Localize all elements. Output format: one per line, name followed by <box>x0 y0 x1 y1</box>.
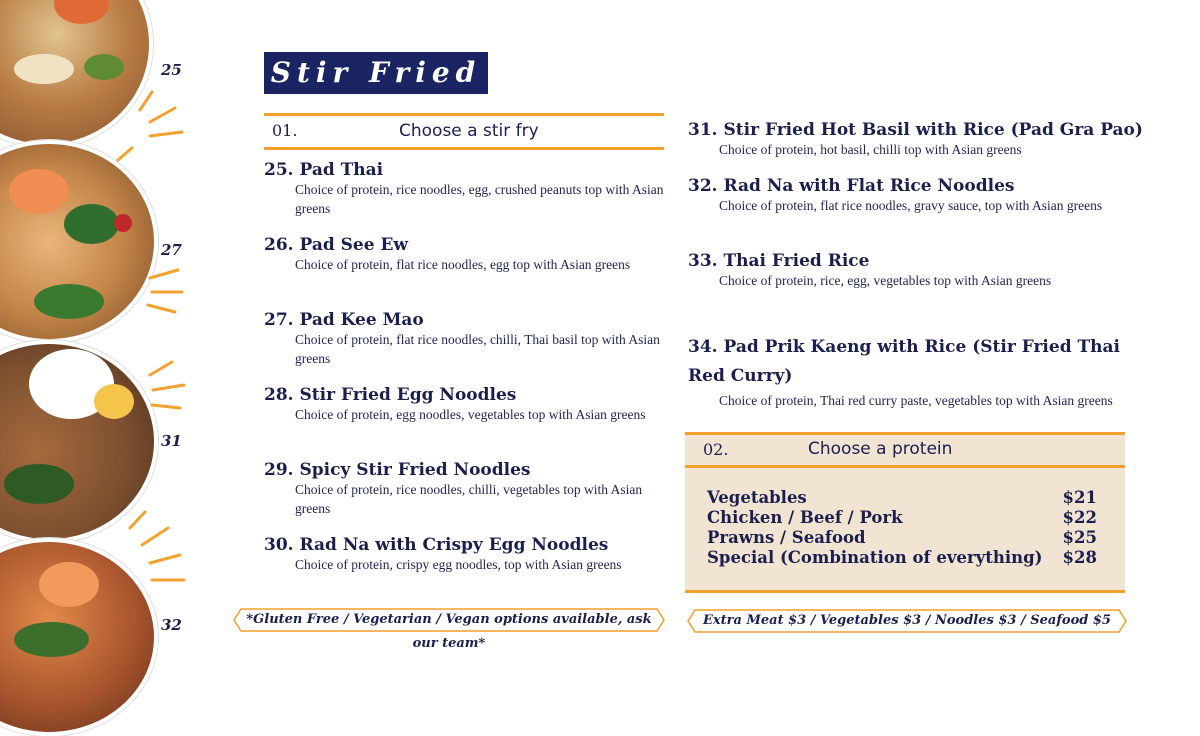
menu-item-33 <box>688 251 1128 290</box>
step-1-bar <box>264 113 664 150</box>
photo-number-25: 25 <box>161 61 182 79</box>
protein-row <box>707 548 1097 567</box>
menu-item-title: 25. Pad Thai <box>264 160 384 180</box>
step-2-label: Choose a protein <box>808 439 953 459</box>
protein-name: Special (Combination of everything) <box>707 548 1043 567</box>
photo-number-27: 27 <box>161 241 182 259</box>
extras-note <box>687 609 1127 633</box>
protein-price: $25 <box>1062 528 1097 547</box>
protein-row <box>707 528 1097 547</box>
menu-item-description: Choice of protein, crispy egg noodles, top with Asian greens <box>295 557 622 572</box>
menu-item-description: Choice of protein, flat rice noodles, chilli, Thai basil top with Asian greens <box>295 332 660 366</box>
protein-row <box>707 508 1097 527</box>
step-1-label: Choose a stir fry <box>399 121 539 141</box>
page-title: Stir Fried <box>264 52 488 94</box>
protein-name: Vegetables <box>707 488 807 507</box>
menu-item-26 <box>264 235 664 274</box>
protein-price: $28 <box>1062 548 1097 567</box>
step-1-number: 01. <box>272 121 298 140</box>
menu-item-description: Choice of protein, hot basil, chilli top with Asian greens <box>719 142 1022 157</box>
extras-note-text: Extra Meat $3 / Vegetables $3 / Noodles $3 / Seafood $5 <box>703 613 1111 628</box>
step-2-number: 02. <box>703 440 729 459</box>
menu-item-description: Choice of protein, egg noodles, vegetables top with Asian greens <box>295 407 646 422</box>
protein-name: Prawns / Seafood <box>707 528 866 547</box>
decorative-rays <box>0 0 200 675</box>
menu-item-title: 26. Pad See Ew <box>264 235 409 255</box>
menu-item-description: Choice of protein, rice, egg, vegetables top with Asian greens <box>719 273 1052 288</box>
menu-item-description: Choice of protein, rice noodles, egg, crushed peanuts top with Asian greens <box>295 182 664 216</box>
menu-item-title: 34. Pad Prik Kaeng with Rice (Stir Fried Thai Red Curry) <box>688 337 1120 386</box>
protein-price: $22 <box>1062 508 1097 527</box>
menu-item-title: 30. Rad Na with Crispy Egg Noodles <box>264 535 609 555</box>
menu-item-29 <box>264 460 664 518</box>
menu-item-30 <box>264 535 664 574</box>
menu-item-28 <box>264 385 664 424</box>
menu-item-title: 27. Pad Kee Mao <box>264 310 424 330</box>
menu-item-title: 32. Rad Na with Flat Rice Noodles <box>688 176 1015 196</box>
menu-item-25 <box>264 160 664 218</box>
menu-item-31 <box>688 120 1143 159</box>
menu-item-title: 33. Thai Fried Rice <box>688 251 870 271</box>
menu-item-description: Choice of protein, flat rice noodles, egg top with Asian greens <box>295 257 631 272</box>
menu-item-description: Choice of protein, Thai red curry paste, vegetables top with Asian greens <box>719 393 1113 408</box>
step-2-bar <box>685 435 1125 468</box>
protein-box <box>685 432 1125 593</box>
menu-item-27 <box>264 310 664 368</box>
protein-price: $21 <box>1062 488 1097 507</box>
dietary-note <box>233 608 665 651</box>
menu-item-title: 28. Stir Fried Egg Noodles <box>264 385 517 405</box>
menu-item-description: Choice of protein, rice noodles, chilli, vegetables top with Asian greens <box>295 482 643 516</box>
protein-row <box>707 488 1097 507</box>
menu-item-title: 31. Stir Fried Hot Basil with Rice (Pad Gra Pao) <box>688 120 1143 140</box>
photo-number-32: 32 <box>161 616 182 634</box>
dietary-note-text: *Gluten Free / Vegetarian / Vegan options available, ask our team* <box>246 612 652 651</box>
menu-item-description: Choice of protein, flat rice noodles, gravy sauce, top with Asian greens <box>719 198 1103 213</box>
menu-item-32 <box>688 176 1128 215</box>
menu-item-34 <box>688 333 1128 410</box>
protein-name: Chicken / Beef / Pork <box>707 508 903 527</box>
menu-item-title: 29. Spicy Stir Fried Noodles <box>264 460 531 480</box>
photo-number-31: 31 <box>161 432 182 450</box>
